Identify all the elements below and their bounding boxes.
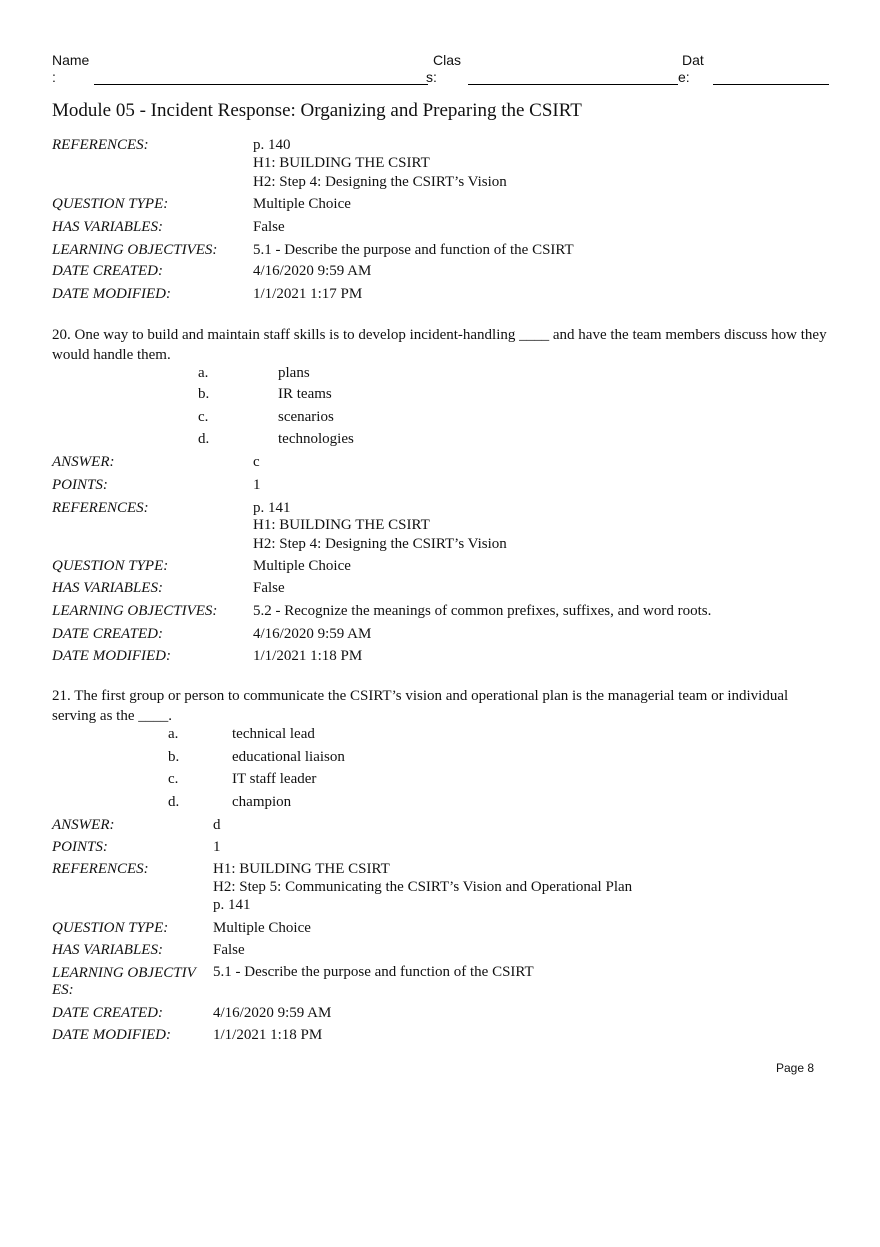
- q21-points: 1: [213, 839, 221, 855]
- q20-answer-label: ANSWER:: [52, 454, 115, 470]
- q20-date-modified-label: DATE MODIFIED:: [52, 648, 171, 664]
- q20-date-created-label: DATE CREATED:: [52, 626, 163, 642]
- q21-answer-label: ANSWER:: [52, 817, 115, 833]
- name-label: Name: [52, 52, 90, 68]
- q20-option-d-text: technologies: [278, 431, 354, 447]
- q20-reference-2: H1: BUILDING THE CSIRT: [253, 517, 430, 533]
- q21-option-d-letter: d.: [168, 794, 180, 810]
- name-label-colon: :: [52, 69, 56, 85]
- q21-option-b-letter: b.: [168, 749, 180, 765]
- q21-question-type: Multiple Choice: [213, 920, 311, 936]
- q19-date-created: 4/16/2020 9:59 AM: [253, 263, 372, 279]
- q20-date-created: 4/16/2020 9:59 AM: [253, 626, 372, 642]
- q19-date-modified-label: DATE MODIFIED:: [52, 286, 171, 302]
- q21-learning-objectives: 5.1 - Describe the purpose and function of the CSIRT: [213, 964, 534, 980]
- q20-option-a-letter: a.: [198, 365, 209, 381]
- q21-option-b-text: educational liaison: [232, 749, 345, 765]
- q19-references-label: REFERENCES:: [52, 137, 149, 153]
- q20-points-label: POINTS:: [52, 477, 108, 493]
- q21-date-created-label: DATE CREATED:: [52, 1005, 163, 1021]
- q21-option-c-letter: c.: [168, 771, 179, 787]
- q21-question-type-label: QUESTION TYPE:: [52, 920, 169, 936]
- date-label-suffix: e:: [678, 69, 690, 85]
- class-line: [468, 84, 678, 85]
- q21-reference-1: H1: BUILDING THE CSIRT: [213, 861, 390, 877]
- q19-reference-2: H1: BUILDING THE CSIRT: [253, 155, 430, 171]
- date-line: [713, 84, 829, 85]
- q20-option-c-letter: c.: [198, 409, 209, 425]
- q20-option-b-letter: b.: [198, 386, 210, 402]
- q20-option-d-letter: d.: [198, 431, 210, 447]
- q20-question-type-label: QUESTION TYPE:: [52, 558, 169, 574]
- q19-learning-objectives-label: LEARNING OBJECTIVES:: [52, 242, 218, 258]
- q21-option-d-text: champion: [232, 794, 292, 810]
- q20-references-label: REFERENCES:: [52, 500, 149, 516]
- q20-learning-objectives: 5.2 - Recognize the meanings of common prefixes, suffixes, and word roots.: [253, 603, 712, 619]
- q20-reference-3: H2: Step 4: Designing the CSIRT’s Vision: [253, 536, 507, 552]
- q21-option-c-text: IT staff leader: [232, 771, 317, 787]
- q21-points-label: POINTS:: [52, 839, 108, 855]
- q19-has-variables: False: [253, 219, 285, 235]
- q21-date-modified: 1/1/2021 1:18 PM: [213, 1027, 323, 1043]
- q21-option-a-letter: a.: [168, 726, 179, 742]
- q21-answer: d: [213, 817, 221, 833]
- class-label-suffix: s:: [426, 69, 437, 85]
- q19-reference-3: H2: Step 4: Designing the CSIRT’s Vision: [253, 174, 507, 190]
- q21-learning-objectives-label: LEARNING OBJECTIV ES:: [52, 965, 196, 998]
- q20-option-a-text: plans: [278, 365, 310, 381]
- q21-has-variables: False: [213, 942, 245, 958]
- q20-learning-objectives-label: LEARNING OBJECTIVES:: [52, 603, 218, 619]
- q21-reference-3: p. 141: [213, 897, 251, 913]
- q21-has-variables-label: HAS VARIABLES:: [52, 942, 163, 958]
- page-number: Page 8: [776, 1061, 815, 1075]
- q20-option-c-text: scenarios: [278, 409, 334, 425]
- q20-points: 1: [253, 477, 261, 493]
- q20-date-modified: 1/1/2021 1:18 PM: [253, 648, 363, 664]
- q20-question-text: 20. One way to build and maintain staff skills is to develop incident-handling ____ and have the team members discuss how they would handle them.: [52, 327, 827, 363]
- q21-date-modified-label: DATE MODIFIED:: [52, 1027, 171, 1043]
- q19-learning-objectives: 5.1 - Describe the purpose and function of the CSIRT: [253, 242, 574, 258]
- q21-option-a-text: technical lead: [232, 726, 315, 742]
- q20-has-variables: False: [253, 580, 285, 596]
- q20-has-variables-label: HAS VARIABLES:: [52, 580, 163, 596]
- q20-option-b-text: IR teams: [278, 386, 332, 402]
- q21-references-label: REFERENCES:: [52, 861, 149, 877]
- q19-question-type: Multiple Choice: [253, 196, 351, 212]
- q19-date-modified: 1/1/2021 1:17 PM: [253, 286, 363, 302]
- q21-reference-2: H2: Step 5: Communicating the CSIRT’s Vision and Operational Plan: [213, 879, 633, 895]
- q21-question-text: 21. The first group or person to communicate the CSIRT’s vision and operational plan is the managerial team or individual serving as the ____.: [52, 688, 789, 724]
- class-label: Clas: [433, 52, 462, 68]
- q19-date-created-label: DATE CREATED:: [52, 263, 163, 279]
- date-label: Dat: [682, 52, 704, 68]
- q19-has-variables-label: HAS VARIABLES:: [52, 219, 163, 235]
- q20-reference-1: p. 141: [253, 500, 291, 516]
- q19-reference-1: p. 140: [253, 137, 291, 153]
- page-title: Module 05 - Incident Response: Organizing and Preparing the CSIRT: [52, 100, 582, 121]
- q20-question-type: Multiple Choice: [253, 558, 351, 574]
- q19-question-type-label: QUESTION TYPE:: [52, 196, 169, 212]
- name-line: [94, 84, 428, 85]
- q20-answer: c: [253, 454, 260, 470]
- q21-date-created: 4/16/2020 9:59 AM: [213, 1005, 332, 1021]
